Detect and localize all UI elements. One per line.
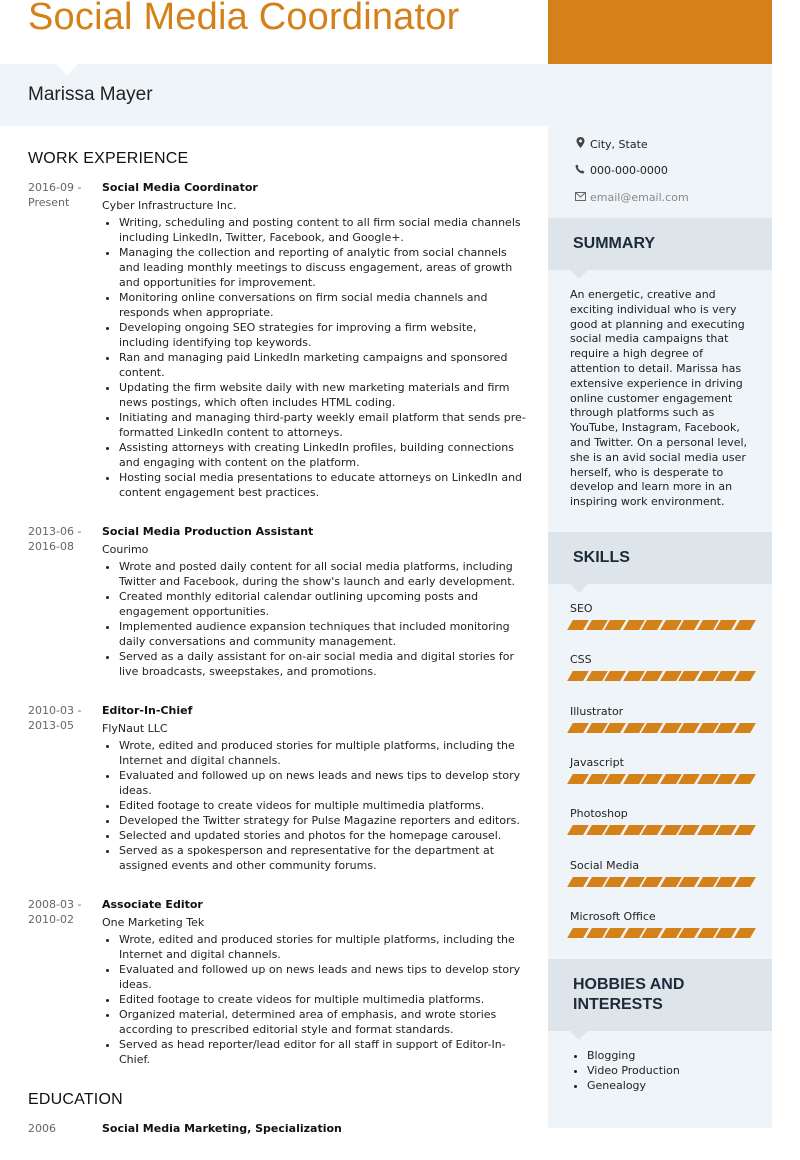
job-bullet: • Selected and updated stories and photos for the homepage carousel. — [119, 828, 528, 843]
contact-location — [574, 137, 648, 151]
job-date-start: 2016-09 - — [28, 181, 82, 194]
job-title: Social Media Coordinator — [102, 181, 258, 194]
skill-rating-segment — [715, 620, 736, 630]
job-company: Cyber Infrastructure Inc. — [102, 199, 237, 212]
summary-notch — [570, 270, 588, 279]
job-body — [102, 524, 528, 679]
job-date-end: 2016-08 — [28, 540, 74, 553]
hobby-item: • Blogging — [587, 1048, 635, 1063]
skill-rating-bar — [570, 723, 752, 733]
skill-rating-segment — [734, 671, 755, 681]
skill-rating-segment — [604, 877, 625, 887]
contact-email[interactable] — [574, 191, 689, 204]
main-column — [28, 150, 528, 1160]
skill-item — [570, 756, 752, 784]
education-title: Social Media Marketing, Specialization — [102, 1122, 342, 1135]
job-date-start: 2010-03 - — [28, 704, 82, 717]
job-date — [28, 180, 102, 500]
jobs-list — [28, 180, 528, 1067]
skill-rating-segment — [734, 928, 755, 938]
job-entry — [28, 524, 528, 679]
skill-rating-bar — [570, 825, 752, 835]
skill-rating-bar — [570, 671, 752, 681]
hobbies-heading: HOBBIES AND INTERESTS — [573, 976, 685, 1013]
job-bullet: • Created monthly editorial calendar outlining upcoming posts and engagement opportunities. — [119, 589, 528, 619]
skill-name: SEO — [570, 602, 593, 615]
job-body — [102, 897, 528, 1067]
resume-job-title: Social Media Coordinator — [28, 0, 460, 38]
job-bullet: • Organized material, determined area of emphasis, and wrote stories according to prescribed editorial style and format standards. — [119, 1007, 528, 1037]
skill-name: CSS — [570, 653, 592, 667]
skill-rating-bar — [570, 620, 752, 630]
job-bullet: • Evaluated and followed up on news leads and news tips to develop story ideas. — [119, 962, 528, 992]
summary-heading: SUMMARY — [573, 235, 656, 252]
summary-text: An energetic, creative and exciting individual who is very good at planning and executing social media campaigns that require a high degree of attention to detail. Marissa has extensive experience in driving online customer engagement through platforms such as YouTube, Instagram, Facebook, and Twitter. On a personal level, she is an avid social media user herself, who is desperate to develop and learn more in an inspiring work environment. — [570, 288, 748, 509]
phone-icon — [574, 164, 586, 177]
hobby-item: • Genealogy — [587, 1078, 646, 1093]
skill-name: Illustrator — [570, 704, 624, 718]
skills-heading: SKILLS — [573, 549, 630, 566]
skill-rating-segment — [678, 825, 699, 835]
job-company: Courimo — [102, 543, 149, 556]
skill-rating-segment — [567, 825, 588, 835]
job-bullets — [102, 932, 528, 1067]
skill-name: Social Media — [570, 858, 640, 872]
skill-name: Photoshop — [570, 807, 628, 821]
skill-rating-bar — [570, 774, 752, 784]
job-date-start: 2008-03 - — [28, 898, 82, 911]
job-entry — [28, 897, 528, 1067]
job-bullet: • Served as head reporter/lead editor for all staff in support of Editor-In-Chief. — [119, 1037, 528, 1067]
skill-rating-segment — [678, 774, 699, 784]
hobbies-notch — [570, 1031, 588, 1040]
skill-rating-segment — [604, 723, 625, 733]
job-bullet: • Writing, scheduling and posting content to all firm social media channels including LinkedIn, Twitter, Facebook, and Google+. — [119, 215, 528, 245]
skill-rating-segment — [641, 620, 662, 630]
job-bullet: • Monitoring online conversations on firm social media channels and responds when appropriate. — [119, 290, 528, 320]
skill-rating-segment — [604, 928, 625, 938]
job-bullet: • Edited footage to create videos for multiple multimedia platforms. — [119, 798, 528, 813]
education-list — [28, 1121, 528, 1136]
job-bullet: • Developed the Twitter strategy for Pulse Magazine reporters and editors. — [119, 813, 528, 828]
skills-header — [548, 532, 772, 584]
job-bullet: • Assisting attorneys with creating LinkedIn profiles, building connections and engaging with content on the platform. — [119, 440, 528, 470]
job-bullets — [102, 559, 528, 679]
skill-rating-segment — [567, 877, 588, 887]
skill-item — [570, 859, 752, 887]
job-bullet: • Managing the collection and reporting of analytic from social channels and leading monthly meetings to discuss engagement, areas of growth and opportunities for improvement. — [119, 245, 528, 290]
skill-rating-segment — [604, 825, 625, 835]
job-date-end: Present — [28, 196, 70, 209]
job-bullet: • Hosting social media presentations to educate attorneys on LinkedIn and content engagement best practices. — [119, 470, 528, 500]
job-bullet: • Implemented audience expansion techniques that included monitoring daily conversations and community management. — [119, 619, 528, 649]
job-body — [102, 180, 528, 500]
job-bullet: • Wrote, edited and produced stories for multiple platforms, including the Internet and digital channels. — [119, 932, 528, 962]
candidate-name: Marissa Mayer — [28, 84, 153, 105]
skill-rating-segment — [715, 723, 736, 733]
skill-rating-segment — [623, 877, 644, 887]
skill-rating-segment — [678, 723, 699, 733]
email-link[interactable]: email@email.com — [590, 191, 689, 204]
skill-rating-segment — [734, 774, 755, 784]
skill-rating-segment — [697, 877, 718, 887]
education-heading: EDUCATION — [28, 1091, 123, 1108]
skill-rating-segment — [734, 723, 755, 733]
header-accent-block — [548, 0, 772, 64]
phone-text: 000-000-0000 — [590, 164, 668, 177]
skill-item — [570, 602, 752, 630]
summary-header — [548, 218, 772, 270]
skill-rating-segment — [641, 774, 662, 784]
job-bullet: • Ran and managing paid LinkedIn marketing campaigns and sponsored content. — [119, 350, 528, 380]
skill-rating-segment — [734, 825, 755, 835]
job-title: Editor-In-Chief — [102, 704, 193, 717]
job-bullet: • Edited footage to create videos for multiple multimedia platforms. — [119, 992, 528, 1007]
skill-rating-segment — [715, 671, 736, 681]
skill-rating-segment — [715, 825, 736, 835]
skill-rating-segment — [604, 671, 625, 681]
education-date: 2006 — [28, 1122, 56, 1135]
skill-rating-segment — [641, 671, 662, 681]
job-bullets — [102, 215, 528, 500]
skill-rating-segment — [604, 620, 625, 630]
skill-rating-segment — [604, 774, 625, 784]
job-title: Associate Editor — [102, 898, 203, 911]
skill-rating-bar — [570, 877, 752, 887]
skill-rating-segment — [641, 928, 662, 938]
contact-phone — [574, 164, 668, 177]
skill-rating-segment — [678, 928, 699, 938]
skill-rating-segment — [715, 877, 736, 887]
skill-item — [570, 910, 752, 938]
skill-rating-segment — [715, 928, 736, 938]
skills-notch — [570, 584, 588, 593]
skill-name: Microsoft Office — [570, 909, 656, 923]
skill-rating-segment — [586, 877, 607, 887]
job-company: FlyNaut LLC — [102, 722, 168, 735]
skill-rating-segment — [734, 877, 755, 887]
job-bullet: • Wrote and posted daily content for all social media platforms, including Twitter and Facebook, during the show's launch and early development. — [119, 559, 528, 589]
skill-rating-segment — [734, 620, 755, 630]
skill-rating-bar — [570, 928, 752, 938]
job-bullet: • Served as a daily assistant for on-air social media and digital stories for live broadcasts, sweepstakes, and promotions. — [119, 649, 528, 679]
skill-rating-segment — [641, 877, 662, 887]
name-band-notch — [56, 64, 78, 75]
job-entry — [28, 703, 528, 873]
skill-rating-segment — [567, 620, 588, 630]
job-date-end: 2013-05 — [28, 719, 74, 732]
job-date — [28, 524, 102, 679]
job-bullet: • Initiating and managing third-party weekly email platform that sends pre-formatted LinkedIn content to attorneys. — [119, 410, 528, 440]
job-entry — [28, 180, 528, 500]
job-company: One Marketing Tek — [102, 916, 205, 929]
skill-rating-segment — [678, 877, 699, 887]
skill-rating-segment — [715, 774, 736, 784]
skill-item — [570, 807, 752, 835]
job-date — [28, 897, 102, 1067]
education-body — [102, 1121, 528, 1136]
skill-item — [570, 705, 752, 733]
job-bullet: • Served as a spokesperson and representative for the department at assigned events and other community forums. — [119, 843, 528, 873]
job-title: Social Media Production Assistant — [102, 525, 314, 538]
envelope-icon — [574, 192, 586, 204]
hobby-item: • Video Production — [587, 1063, 680, 1078]
skill-rating-segment — [660, 877, 681, 887]
location-text: City, State — [590, 137, 648, 151]
work-experience-heading: WORK EXPERIENCE — [28, 150, 189, 167]
job-bullet: • Developing ongoing SEO strategies for improving a firm website, including identifying top keywords. — [119, 320, 528, 350]
skill-rating-segment — [678, 671, 699, 681]
job-bullet: • Updating the firm website daily with new marketing materials and firm news postings, which often includes HTML coding. — [119, 380, 528, 410]
skill-item — [570, 653, 752, 681]
skill-rating-segment — [567, 723, 588, 733]
education-entry — [28, 1121, 528, 1136]
skill-name: Javascript — [570, 755, 624, 769]
skill-rating-segment — [641, 723, 662, 733]
job-date — [28, 703, 102, 873]
skill-rating-segment — [567, 774, 588, 784]
skill-rating-segment — [567, 671, 588, 681]
job-body — [102, 703, 528, 873]
skill-rating-segment — [641, 825, 662, 835]
hobbies-list — [572, 1048, 762, 1093]
skill-rating-segment — [567, 928, 588, 938]
job-bullet: • Evaluated and followed up on news leads and news tips to develop story ideas. — [119, 768, 528, 798]
job-date-start: 2013-06 - — [28, 525, 82, 538]
job-bullets — [102, 738, 528, 873]
job-bullet: • Wrote, edited and produced stories for multiple platforms, including the Internet and digital channels. — [119, 738, 528, 768]
job-date-end: 2010-02 — [28, 913, 74, 926]
skill-rating-segment — [678, 620, 699, 630]
hobbies-header — [548, 959, 772, 1031]
map-pin-icon — [574, 137, 586, 151]
